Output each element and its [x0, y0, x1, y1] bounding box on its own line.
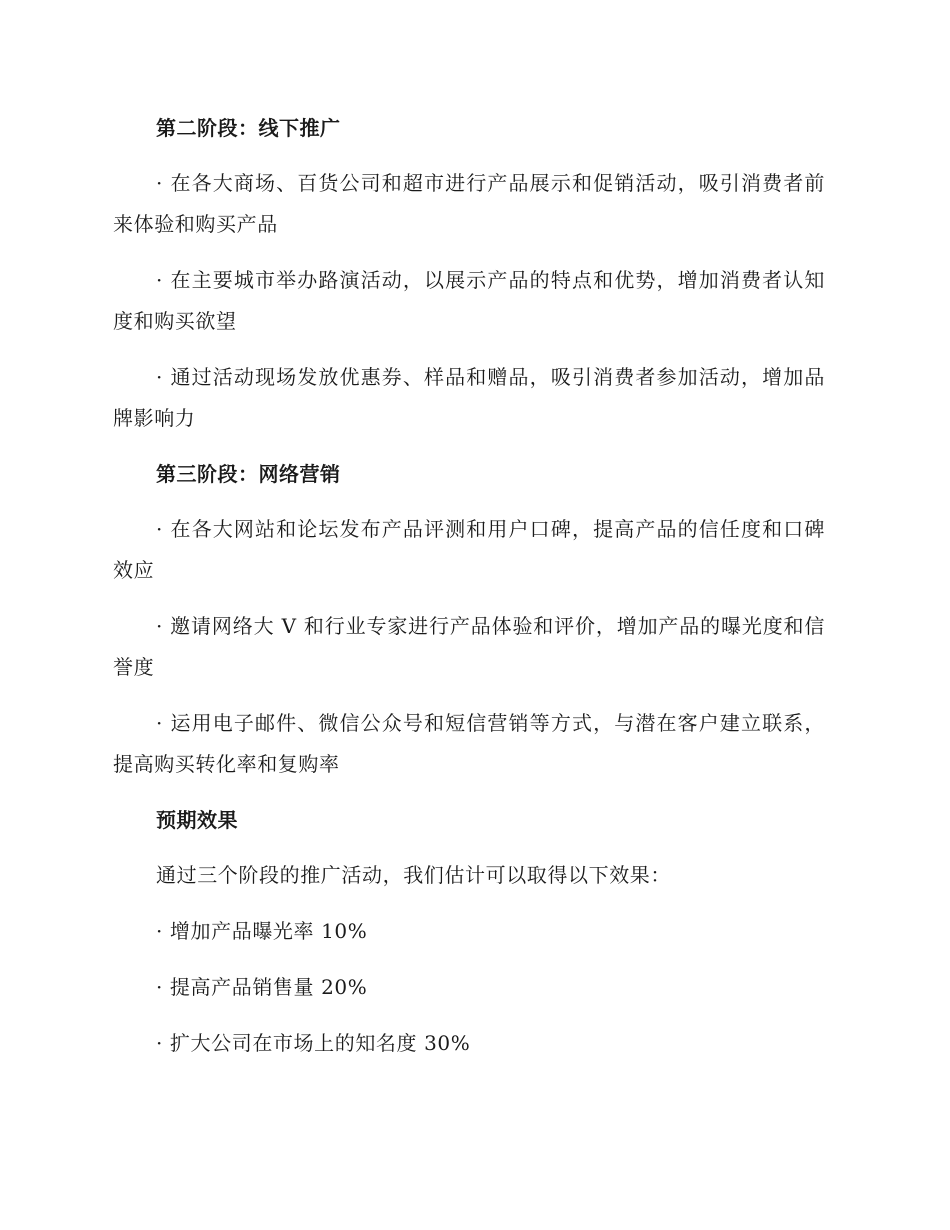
paragraph: · 运用电子邮件、微信公众号和短信营销等方式，与潜在客户建立联系，提高购买转化率和复购率	[113, 711, 825, 776]
paragraph: · 在各大网站和论坛发布产品评测和用户口碑，提高产品的信任度和口碑效应	[113, 517, 825, 582]
paragraph: · 邀请网络大 V 和行业专家进行产品体验和评价，增加产品的曝光度和信誉度	[113, 614, 825, 679]
document-page	[113, 108, 825, 1064]
paragraph: 通过三个阶段的推广活动，我们估计可以取得以下效果：	[156, 863, 671, 887]
paragraph: · 提高产品销售量 20%	[156, 975, 368, 999]
paragraph: · 扩大公司在市场上的知名度 30%	[156, 1031, 471, 1055]
section-heading-offline: 第二阶段：线下推广	[156, 116, 341, 140]
section-heading-expected: 预期效果	[156, 808, 238, 832]
section-heading-online: 第三阶段：网络营销	[156, 462, 341, 486]
paragraph: · 增加产品曝光率 10%	[156, 919, 368, 943]
paragraph: · 通过活动现场发放优惠券、样品和赠品，吸引消费者参加活动，增加品牌影响力	[113, 365, 825, 430]
paragraph: · 在各大商场、百货公司和超市进行产品展示和促销活动，吸引消费者前来体验和购买产品	[113, 171, 825, 236]
paragraph: · 在主要城市举办路演活动，以展示产品的特点和优势，增加消费者认知度和购买欲望	[113, 268, 825, 333]
